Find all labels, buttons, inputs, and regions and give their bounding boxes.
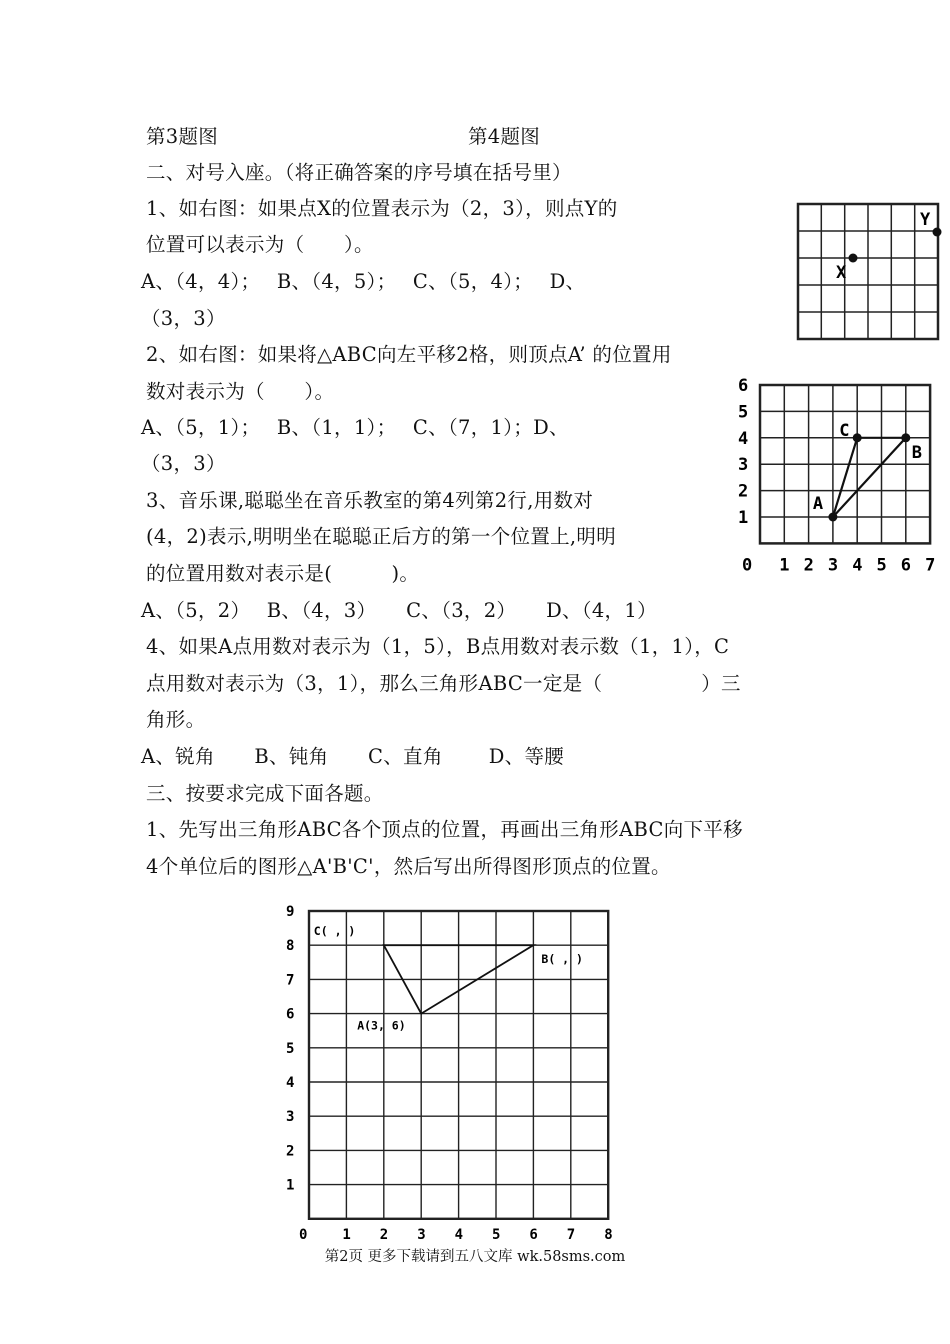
vertex-a-label: A	[812, 494, 824, 514]
vertex-c-coord: C( , )	[313, 924, 356, 939]
figure-abc-large	[280, 900, 625, 1245]
y-tick-label: 1	[738, 508, 749, 528]
point-y-label: Y	[920, 210, 931, 230]
q2-options: A、（5，1）； B、（1，1）； C、（7，1）；D、	[141, 416, 569, 439]
x-tick-label: 0	[299, 1226, 308, 1243]
point-x-dot	[849, 254, 858, 263]
x-tick-label: 3	[417, 1226, 426, 1243]
q3-line2: (4，2)表示,明明坐在聪聪正后方的第一个位置上,明明	[146, 525, 617, 548]
section2-title: 二、对号入座。（将正确答案的序号填在括号里）	[146, 161, 572, 184]
page-footer: 第2页 更多下载请到五八文库 wk.58sms.com	[324, 1249, 626, 1265]
q1-line1: 1、如右图：如果点X的位置表示为（2，3），则点Y的	[146, 197, 618, 220]
y-tick-label: 8	[286, 938, 295, 955]
x-tick-label: 2	[379, 1226, 389, 1243]
q3-line1: 3、音乐课,聪聪坐在音乐教室的第4列第2行,用数对	[146, 489, 594, 512]
q3-line3: 的位置用数对表示是( )。	[146, 562, 420, 585]
section3-title: 三、按要求完成下面各题。	[146, 782, 384, 805]
x-tick-label: 3	[827, 555, 839, 576]
point-x-label: X	[836, 263, 847, 283]
q3-options: A、（5，2） B、（4，3） C、（3，2） D、（4，1）	[141, 599, 657, 622]
q1-line2: 位置可以表示为（ ）。	[146, 233, 374, 256]
q1-options-wrap: （3，3）	[141, 307, 226, 330]
y-tick-label: 1	[286, 1177, 295, 1194]
vertex-c-dot	[853, 433, 862, 442]
x-tick-label: 0	[742, 555, 753, 576]
q4-line3: 角形。	[146, 708, 206, 731]
x-tick-label: 5	[876, 555, 887, 576]
x-tick-label: 4	[852, 555, 863, 576]
y-tick-label: 2	[286, 1143, 295, 1160]
vertex-a-dot	[828, 513, 837, 522]
vertex-b-dot	[901, 433, 910, 442]
y-tick-label: 5	[286, 1040, 295, 1057]
y-tick-label: 3	[286, 1109, 295, 1126]
x-tick-label: 7	[925, 555, 936, 576]
point-y-dot	[933, 228, 942, 237]
s3q1-line1: 1、先写出三角形ABC各个顶点的位置，再画出三角形ABC向下平移	[146, 818, 743, 841]
vertex-b-label: B	[911, 442, 923, 463]
caption-fig3: 第3题图	[146, 125, 219, 148]
s3q1-line2: 4个单位后的图形△A'B'C'，然后写出所得图形顶点的位置。	[146, 855, 671, 878]
y-tick-label: 4	[286, 1075, 295, 1091]
x-tick-label: 8	[604, 1226, 613, 1243]
y-tick-label: 4	[738, 428, 749, 449]
x-tick-label: 1	[779, 555, 790, 576]
x-tick-label: 1	[342, 1226, 351, 1243]
figure-xy-grid	[796, 202, 942, 342]
vertex-b-coord: B( , )	[541, 952, 583, 967]
q1-options: A、（4，4）； B、（4，5）； C、（5，4）； D、	[141, 270, 586, 293]
triangle-abc-small	[833, 438, 906, 517]
q2-options-wrap: （3，3）	[141, 452, 226, 475]
q4-line1: 4、如果A点用数对表示为（1，5），B点用数对表示数（1，1），C	[146, 635, 730, 658]
vertex-c-label: C	[839, 420, 850, 441]
q2-line1: 2、如右图：如果将△ABC向左平移2格，则顶点A’ 的位置用	[146, 343, 672, 366]
y-tick-label: 7	[286, 972, 295, 989]
x-tick-label: 7	[566, 1226, 576, 1243]
caption-fig4: 第4题图	[468, 125, 541, 148]
x-tick-label: 4	[454, 1226, 464, 1243]
grid-lines	[760, 385, 930, 543]
q4-line2: 点用数对表示为（3，1），那么三角形ABC一定是（ ）三	[146, 672, 741, 695]
q2-line2: 数对表示为（ ）。	[146, 380, 335, 403]
x-tick-label: 6	[529, 1226, 538, 1243]
y-tick-label: 9	[286, 904, 295, 920]
y-tick-label: 5	[738, 402, 749, 423]
figure-abc-small	[730, 373, 940, 578]
x-tick-label: 6	[900, 555, 912, 576]
x-tick-label: 5	[492, 1226, 501, 1243]
y-tick-label: 3	[738, 455, 749, 476]
q4-options: A、锐角 B、钝角 C、直角 D、等腰	[141, 745, 565, 768]
y-tick-label: 2	[738, 481, 749, 502]
y-tick-label: 6	[286, 1006, 295, 1023]
x-tick-label: 2	[803, 555, 814, 576]
y-tick-label: 6	[738, 376, 749, 396]
vertex-a-coord: A(3, 6)	[357, 1018, 406, 1033]
